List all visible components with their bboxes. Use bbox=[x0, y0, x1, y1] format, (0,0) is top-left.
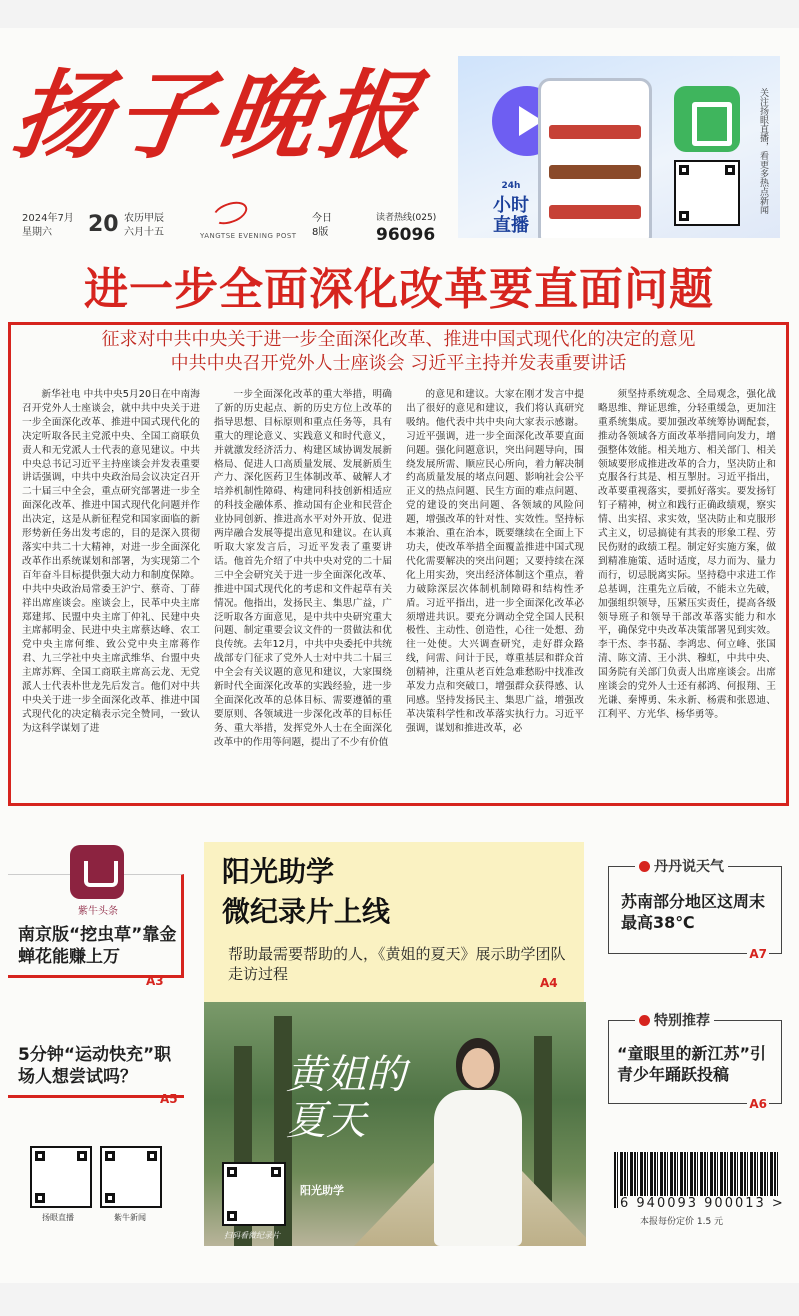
lunar-day: 六月十五 bbox=[124, 227, 164, 238]
phone-banner bbox=[549, 205, 641, 219]
left-story-2-title[interactable]: 5分钟“运动快充”职场人想尝试吗？ bbox=[18, 1045, 172, 1087]
subheadline-2: 中共中央召开党外人士座谈会 习近平主持并发表重要讲话 bbox=[170, 353, 627, 374]
recommend-title: “童眼里的新江苏”引青少年踊跃投稿 bbox=[617, 1044, 767, 1084]
page-ref-a5[interactable]: A5 bbox=[160, 1092, 178, 1106]
qr-code-icon[interactable] bbox=[100, 1146, 162, 1208]
barcode-number: 6 940093 900013 > bbox=[620, 1196, 785, 1211]
photo-title: 黄姐的夏天 bbox=[286, 1052, 406, 1144]
live-24h-label bbox=[486, 176, 536, 236]
today-label: 今日 bbox=[312, 213, 332, 224]
brand-label: 紫牛头条 bbox=[78, 906, 118, 917]
date-line bbox=[22, 212, 119, 240]
article-column-2: 一步全面深化改革的重大举措，明确了新的历史起点、新的历史方位上改革的指导思想、目标原则和重点任务等，具有重大的理论意义、实践意义和时代意义，并就激发经济活力、构建区域协调发展新格局、促进人口高质量发展、发展新质生产力、深化医药卫生体制改革、破解人才培养机制性障碍、构建同科技创新相适应的科技金融体系、推动国有企业和民营企业协同创新、推进高水平对外开放、促进两岸融合发展等提出意见和建议。在认真听取大家发言后，习近平发表了重要讲话。他首先介绍了中共中央对党的二十届三中全会研究关于进一步全面深化改革、推进中国式现代化的考虑和文件起草有关情况。他指出，发扬民主、集思广益，广泛听取各方面意见，是中共中央研究重大问题、制定重要会议文件的一贯做法和优良传统。去年12月，中共中央委托中共统战部专门征求了党外人士对中共二十届三中全会有关议题的意见和建议，大家围绕新时代全面深化改革的实践经验，进一步全面深化改革的总体目标、需要遵循的重要原则、各领域进一步深化改革的目标任务、重大举措，发挥党外人士在全面深化改革中的作用等问题，提出了不少有价值 bbox=[214, 389, 392, 748]
feature-photo[interactable] bbox=[204, 1002, 586, 1246]
day-number: 20 bbox=[88, 212, 119, 237]
left-story-title[interactable]: 南京版“挖虫草”靠金蝉花能赚上万 bbox=[18, 925, 177, 967]
qr-code-icon[interactable] bbox=[222, 1162, 286, 1226]
face bbox=[462, 1048, 494, 1088]
feature-title-line-1: 阳光助学 bbox=[222, 855, 335, 888]
article-column-3: 的意见和建议。大家在刚才发言中提出了很好的意见和建议，我们将认真研究吸纳。他代表中共中央向大家表示感谢。习近平强调，进一步全面深化改革要直面问题。强化问题意识，突出问题导向，围绕发展所需、顺应民心所向，着力解决制约高质量发展的堵点问题、影响社会公平正义的热点问题、民生方面的难点问题、党的建设的突出问题、各领域的风险问题，增强改革的针对性、实效性。坚持标本兼治、重在治本，既要继续在全面上下功夫，使改革举措全面覆盖推进中国式现代化需要解决的突出问题；又要持续在深化上用实劲，突出经济体制这个重点，着力破除深层次体制机制障碍和结构性矛盾。习近平指出，进一步全面深化改革必须增进共识。要充分调动全党全国人民积极性、主动性、创造性，心往一处想、劲往一处使。大兴调查研究，走好群众路线，问需、问计于民，尊重基层和群众首创精神，注重从老百姓急难愁盼中找准改革发力点和突破口，增强群众获得感、认同感。坚持发扬民主、集思广益，增强改革决策科学性和改革落实执行力。习近平强调，谋划和推进改革，必 bbox=[406, 389, 584, 734]
price: 本报每份定价 1.5 元 bbox=[640, 1217, 724, 1227]
page-count bbox=[312, 212, 342, 240]
weather-title: 苏南部分地区这周末最高38℃ bbox=[621, 892, 766, 932]
recommend-label bbox=[635, 1010, 714, 1030]
live-promo-banner[interactable] bbox=[458, 56, 780, 238]
lunar-year: 农历甲辰 bbox=[124, 213, 164, 224]
reader-hotline bbox=[376, 212, 436, 246]
recommend-label-text: 特别推荐 bbox=[654, 1013, 710, 1029]
app-icon[interactable] bbox=[674, 86, 740, 152]
live-hours: 小时 bbox=[493, 195, 529, 216]
qr-caption: 扬眼直播 bbox=[42, 1213, 74, 1222]
qr-code-icon[interactable] bbox=[674, 160, 740, 226]
phone-banner bbox=[549, 125, 641, 139]
subheadline-1: 征求对中共中央关于进一步全面深化改革、推进中国式现代化的决定的意见 bbox=[101, 329, 696, 350]
english-name: YANGTSE EVENING POST bbox=[200, 232, 297, 240]
hotline-label: 读者热线(025) bbox=[376, 213, 437, 223]
page-ref-a7[interactable]: A7 bbox=[749, 947, 767, 961]
recommend-box[interactable] bbox=[608, 1013, 782, 1111]
page-ref-a6[interactable]: A6 bbox=[749, 1097, 767, 1111]
phone-mockup bbox=[538, 78, 652, 238]
qr-caption: 紫牛新闻 bbox=[114, 1213, 146, 1222]
pages-label: 8版 bbox=[312, 227, 329, 238]
article-column-1: 新华社电 中共中央5月20日在中南海召开党外人士座谈会，就中共中央关于进一步全面深化改革、推进中国式现代化的决定听取各民主党派中央、全国工商联负责人和无党派人士代表的意见建议。中共中央总书记习近平主持座谈会并发表重要讲话强调，中共中央政治局会议决定召开二十届三中全会，重点研究部署进一步全面深化改革、推进中国式现代化问题并作出决定，这是从新征程党和国家面临的新形势新任务出发考虑的，目的是深入贯彻落实中共二十大精神，对进一步全面深化改革作出系统谋划和部署，为实现第二个百年奋斗目标提供强大动力和制度保障。中共中央政治局常委王沪宁、蔡奇、丁薛祥出席座谈会。座谈会上，民革中央主席郑建邦、民盟中央主席丁仲礼、民建中央主席郝明金、民进中央主席蔡达峰、农工党中央主席何维、致公党中央主席蒋作君、九三学社中央主席武维华、台盟中央主席苏辉、全国工商联主席高云龙、无党派人士代表朴世龙先后发言。他们对中共中央关于进一步全面深化改革、推进中国式现代化的决定稿表示完全赞同，一致认为这科学谋划了进 bbox=[22, 389, 200, 734]
page-ref-a4[interactable]: A4 bbox=[540, 976, 558, 990]
weather-label-text: 丹丹说天气 bbox=[654, 859, 724, 875]
article-column-4: 须坚持系统观念、全局观念，强化战略思维、辩证思维，分轻重缓急，更加注重系统集成。要加强改革统筹协调配套，推动各领域各方面改革举措同向发力，增强整体效能。相关地方、相关部门、相关领域要形成推进改革的合力，坚决防止和克服各行其是、相互掣肘。习近平指出，改革要重视落实，要抓好落实。要发扬钉钉子精神，树立和践行正确政绩观，察实情、出实招、求实效，坚决防止和克服形式主义，切忌搞徒有其表的形象工程、劳民伤财的政绩工程。制定好实施方案，做到精准施策、适时适度，尽力而为、量力而行，切忌脱离实际。坚持稳中求进工作总基调，注重先立后破，不能未立先破，加强组织领导，压紧压实责任，提高各级领导班子和领导干部改革落实能力和水平，确保党中央改革决策部署见到实效。李干杰、李书磊、李鸿忠、何立峰、张国清、陈文清、王小洪、穆虹，中共中央、国务院有关部门负责人出席座谈会。出席座谈会的党外人士还有郝鸿、何报翔、王光谦、秦博勇、朱永新、杨震和张恩迪、江利平、方光华、杨华勇等。 bbox=[598, 389, 776, 720]
photo-footer: 扫码看微纪录片 bbox=[224, 1231, 280, 1240]
weather-box[interactable] bbox=[608, 859, 782, 961]
pin-icon bbox=[639, 861, 650, 872]
feature-title bbox=[222, 852, 390, 932]
weather-label bbox=[635, 856, 728, 876]
photo-logo: 阳光助学 bbox=[300, 1184, 344, 1197]
date-year-month: 2024年7月 bbox=[22, 213, 74, 224]
feature-subtitle: 帮助最需要帮助的人，《黄姐的夏天》展示助学团队走访过程 bbox=[228, 945, 566, 983]
white-dress bbox=[434, 1090, 522, 1246]
masthead-logo: 扬子晚报 bbox=[6, 59, 431, 172]
purple-cow-icon bbox=[70, 845, 124, 899]
weekday: 星期六 bbox=[22, 227, 52, 238]
live-24h: 24h bbox=[501, 181, 521, 191]
lunar-date bbox=[124, 212, 184, 240]
hotline-number: 96096 bbox=[376, 225, 436, 245]
pin-icon bbox=[639, 1015, 650, 1026]
main-headline: 进一步全面深化改革要直面问题 bbox=[84, 264, 714, 315]
page-ref-a3[interactable]: A3 bbox=[146, 974, 164, 988]
live-broadcast: 直播 bbox=[493, 215, 529, 236]
phone-banner bbox=[549, 165, 641, 179]
feature-title-line-2: 微纪录片上线 bbox=[222, 895, 391, 928]
woman-figure bbox=[430, 1038, 526, 1246]
qr-code-icon[interactable] bbox=[30, 1146, 92, 1208]
promo-side-text: 关注扬眼直播，看更多热点新闻 bbox=[758, 88, 768, 214]
